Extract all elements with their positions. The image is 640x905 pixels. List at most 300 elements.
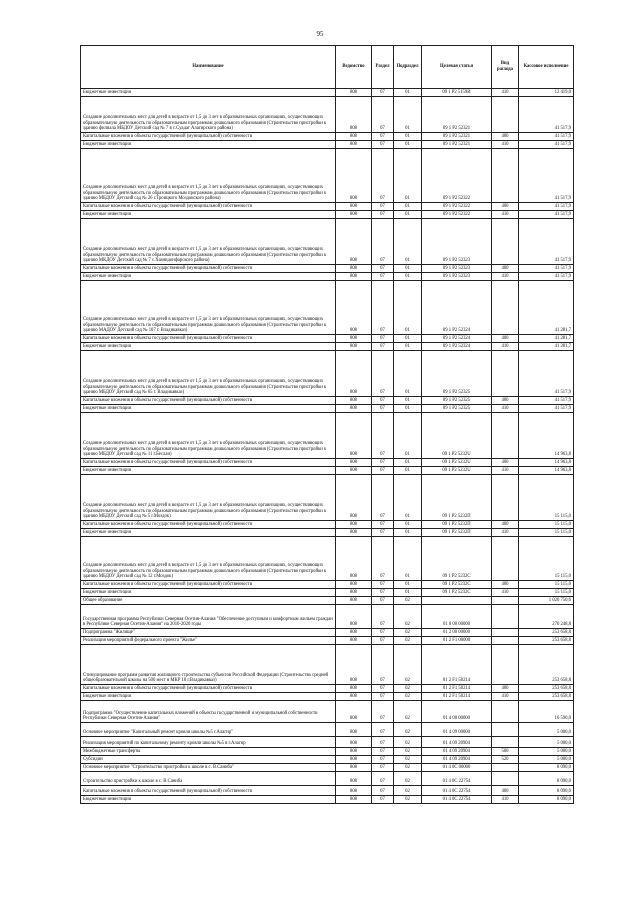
table-row [81, 133, 574, 141]
cell-name: Реализация мероприятий федерального проекта "Жилье" [81, 637, 336, 645]
cell-subsection: 01 [394, 89, 422, 97]
table-row [81, 397, 574, 405]
cell-section: 07 [372, 281, 394, 335]
cell-article: 09 1 P2 52325 [422, 351, 492, 397]
header-dept: Ведомство [336, 46, 372, 89]
cell-article: 09 1 P2 5232П [422, 475, 492, 521]
cell-article: 01 2 F1 50214 [422, 685, 492, 693]
cell-dept: 808 [336, 723, 372, 737]
cell-subsection: 01 [394, 141, 422, 149]
cell-article: 09 1 P2 52325 [422, 397, 492, 405]
cell-section: 07 [372, 589, 394, 597]
cell-exp-type: 400 [492, 203, 519, 211]
table-row [81, 748, 574, 756]
cell-subsection: 02 [394, 597, 422, 605]
cell-section: 07 [372, 343, 394, 351]
cell-section: 07 [372, 597, 394, 605]
cell-name: Капитальные вложения в объекты государственной (муниципальной) собственности [81, 685, 336, 693]
cell-exp-type: 400 [492, 133, 519, 141]
cell-exp-type [492, 597, 519, 605]
cell-section: 07 [372, 756, 394, 764]
cell-section: 07 [372, 475, 394, 521]
cell-exp-type: 500 [492, 748, 519, 756]
cell-name: Бюджетные инвестиции [81, 273, 336, 281]
cell-section: 07 [372, 637, 394, 645]
cell-subsection: 01 [394, 459, 422, 467]
cell-article: 09 1 P2 5232П [422, 529, 492, 537]
cell-article: 01 2 F1 00000 [422, 637, 492, 645]
table-row [81, 459, 574, 467]
cell-article: 09 1 P2 52324 [422, 343, 492, 351]
cell-article: 01 4 09 00000 [422, 723, 492, 737]
cell-section: 07 [372, 149, 394, 203]
cell-section: 07 [372, 219, 394, 265]
cell-dept: 808 [336, 459, 372, 467]
cell-subsection: 02 [394, 764, 422, 772]
cell-section: 07 [372, 89, 394, 97]
cell-exp-type: 400 [492, 521, 519, 529]
cell-article: 01 0 00 00000 [422, 605, 492, 629]
cell-article: 09 1 P2 52323 [422, 265, 492, 273]
table-row [81, 645, 574, 685]
cell-dept: 808 [336, 521, 372, 529]
cell-name: Капитальные вложения в объекты государственной (муниципальной) собственности [81, 397, 336, 405]
cell-subsection: 01 [394, 467, 422, 475]
cell-subsection: 01 [394, 351, 422, 397]
cell-article: 09 1 P2 5232С [422, 581, 492, 589]
table-row [81, 475, 574, 521]
cell-exp-type [492, 772, 519, 786]
cell-subsection: 02 [394, 737, 422, 748]
table-row [81, 141, 574, 149]
cell-article: 09 1 P2 52321 [422, 133, 492, 141]
cell-article: 09 1 P2 52322 [422, 149, 492, 203]
cell-amount: 41 517,9 [519, 211, 574, 219]
cell-name: Бюджетные инвестиции [81, 467, 336, 475]
cell-section: 07 [372, 351, 394, 397]
cell-section: 07 [372, 141, 394, 149]
cell-subsection: 02 [394, 701, 422, 723]
cell-name: Субсидии [81, 756, 336, 764]
cell-section: 07 [372, 273, 394, 281]
cell-dept: 808 [336, 211, 372, 219]
cell-dept: 808 [336, 149, 372, 203]
cell-exp-type [492, 629, 519, 637]
cell-dept: 808 [336, 397, 372, 405]
table-row [81, 467, 574, 475]
cell-subsection: 01 [394, 521, 422, 529]
header-section: Раздел [372, 46, 394, 89]
table-row [81, 537, 574, 581]
cell-section: 07 [372, 521, 394, 529]
cell-article: 09 1 P2 52321 [422, 97, 492, 133]
cell-section: 07 [372, 629, 394, 637]
cell-name: Бюджетные инвестиции [81, 796, 336, 804]
table-row [81, 281, 574, 335]
cell-article [422, 597, 492, 605]
cell-amount: 41 517,9 [519, 397, 574, 405]
cell-subsection: 01 [394, 413, 422, 459]
cell-subsection: 01 [394, 281, 422, 335]
cell-amount: 253 658,8 [519, 693, 574, 701]
cell-subsection: 01 [394, 97, 422, 133]
cell-name: Создание дополнительных мест для детей в возрасте от 1,5 до 3 лет в образовательных организациях, осуществляющих образовательную деятельность по образовательным программам дошкольного образования (Строительство пристройки к зданию МБДОУ Детский сад № 65 г. Владикавказ) [81, 351, 336, 397]
cell-name: Создание дополнительных мест для детей в возрасте от 1,5 до 3 лет в образовательных организациях, осуществляющих образовательную деятельность по образовательным программам дошкольного образования (Строительство пристройки к зданию МАДОУ Детский сад № 107 г. Владикавказ) [81, 281, 336, 335]
cell-name: Создание дополнительных мест для детей в возрасте от 1,5 до 3 лет в образовательных организациях, осуществляющих образовательную деятельность по образовательным программам дошкольного образования (Строительство пристройки к зданию МБДОУ Детский сад № 26 г.Троицкого Моздокского района) [81, 149, 336, 203]
cell-section: 07 [372, 685, 394, 693]
cell-amount: 8 090,0 [519, 772, 574, 786]
page-number: 95 [316, 30, 324, 38]
cell-amount: 41 517,9 [519, 265, 574, 273]
cell-exp-type: 410 [492, 796, 519, 804]
cell-dept: 808 [336, 413, 372, 459]
cell-amount: 253 658,8 [519, 645, 574, 685]
cell-dept: 808 [336, 737, 372, 748]
cell-name: Основное мероприятие "Строительство пристройки к школе в с. В.Саниба" [81, 764, 336, 772]
cell-exp-type: 400 [492, 786, 519, 796]
cell-exp-type [492, 97, 519, 133]
cell-name: Создание дополнительных мест для детей в возрасте от 1,5 до 3 лет в образовательных организациях, осуществляющих образовательную деятельность по образовательным программам дошкольного образования (Строительство пристройки к зданию филиала МБДОУ Детский сад № 7 в с.Суадаг Алагирского района) [81, 97, 336, 133]
cell-article: 01 2 F1 50214 [422, 645, 492, 685]
cell-dept: 808 [336, 645, 372, 685]
cell-subsection: 02 [394, 786, 422, 796]
cell-amount: 5 000,0 [519, 737, 574, 748]
cell-dept: 808 [336, 701, 372, 723]
cell-dept: 808 [336, 273, 372, 281]
cell-exp-type [492, 219, 519, 265]
table-row [81, 589, 574, 597]
cell-exp-type [492, 537, 519, 581]
table-row [81, 413, 574, 459]
cell-subsection: 01 [394, 397, 422, 405]
cell-article: 09 1 P2 52323 [422, 273, 492, 281]
cell-exp-type: 400 [492, 581, 519, 589]
cell-name: Бюджетные инвестиции [81, 529, 336, 537]
table-row [81, 97, 574, 133]
cell-dept: 808 [336, 133, 372, 141]
cell-subsection: 02 [394, 796, 422, 804]
table-row [81, 764, 574, 772]
cell-exp-type: 400 [492, 397, 519, 405]
cell-amount: 41 517,9 [519, 219, 574, 265]
cell-dept: 808 [336, 467, 372, 475]
cell-section: 07 [372, 645, 394, 685]
cell-name: Создание дополнительных мест для детей в возрасте от 1,5 до 3 лет в образовательных организациях, осуществляющих образовательную деятельность по образовательным программам дошкольного образования (Строительство пристройки к зданию МКДОУ Детский сад № 7 с.Хазнидонфарского района) [81, 219, 336, 265]
table-row [81, 723, 574, 737]
cell-article: 09 1 P2 5159И [422, 89, 492, 97]
cell-exp-type: 400 [492, 459, 519, 467]
cell-article: 01 4 00 00000 [422, 701, 492, 723]
cell-article: 01 2 F1 50214 [422, 693, 492, 701]
cell-exp-type: 410 [492, 89, 519, 97]
cell-section: 07 [372, 537, 394, 581]
cell-dept: 808 [336, 685, 372, 693]
cell-dept: 808 [336, 637, 372, 645]
cell-article: 01 4 0С 00000 [422, 764, 492, 772]
cell-exp-type: 400 [492, 685, 519, 693]
cell-exp-type [492, 281, 519, 335]
cell-dept: 808 [336, 475, 372, 521]
cell-name: Капитальные вложения в объекты государственной (муниципальной) собственности [81, 786, 336, 796]
table-row [81, 405, 574, 413]
cell-section: 07 [372, 467, 394, 475]
cell-article: 09 1 P2 52323 [422, 219, 492, 265]
cell-amount: 15 115,0 [519, 581, 574, 589]
cell-dept: 808 [336, 605, 372, 629]
cell-subsection: 02 [394, 723, 422, 737]
cell-dept: 808 [336, 529, 372, 537]
cell-subsection: 02 [394, 772, 422, 786]
cell-article: 09 1 P2 52324 [422, 335, 492, 343]
cell-exp-type [492, 764, 519, 772]
cell-subsection: 01 [394, 203, 422, 211]
cell-name: Капитальные вложения в объекты государственной (муниципальной) собственности [81, 133, 336, 141]
cell-subsection: 01 [394, 219, 422, 265]
cell-name: Создание дополнительных мест для детей в возрасте от 1,5 до 3 лет в образовательных организациях, осуществляющих образовательную деятельность по образовательным программам дошкольного образования (Строительство пристройки к зданию МБДОУ Детский сад № 11 г.Беслан) [81, 413, 336, 459]
cell-exp-type: 400 [492, 335, 519, 343]
table-row [81, 149, 574, 203]
cell-amount: 41 281,7 [519, 335, 574, 343]
cell-amount: 41 517,9 [519, 405, 574, 413]
cell-amount: 15 115,0 [519, 529, 574, 537]
cell-dept: 808 [336, 772, 372, 786]
cell-dept: 808 [336, 764, 372, 772]
header-name: Наименование [81, 46, 336, 89]
header-article: Целевая статья [422, 46, 492, 89]
cell-article: 09 1 P2 5232U [422, 413, 492, 459]
cell-name: Создание дополнительных мест для детей в возрасте от 1,5 до 3 лет в образовательных организациях, осуществляющих образовательную деятельность по образовательным программам дошкольного образования (Строительство пристройки к зданию МБДОУ Детский сад № 5 г.Моздок) [81, 475, 336, 521]
cell-name: Капитальные вложения в объекты государственной (муниципальной) собственности [81, 265, 336, 273]
cell-amount: 8 090,0 [519, 796, 574, 804]
cell-article: 09 1 P2 52322 [422, 211, 492, 219]
cell-amount: 41 517,9 [519, 351, 574, 397]
cell-amount: 12 419,0 [519, 89, 574, 97]
table-row [81, 521, 574, 529]
cell-subsection: 01 [394, 589, 422, 597]
cell-section: 07 [372, 413, 394, 459]
cell-article: 01 4 09 20904 [422, 748, 492, 756]
cell-dept: 808 [336, 405, 372, 413]
cell-section: 07 [372, 265, 394, 273]
cell-exp-type: 410 [492, 343, 519, 351]
cell-section: 07 [372, 786, 394, 796]
cell-amount: 8 090,0 [519, 764, 574, 772]
cell-subsection: 02 [394, 645, 422, 685]
cell-dept: 808 [336, 281, 372, 335]
cell-article: 01 4 0С 22754 [422, 772, 492, 786]
cell-section: 07 [372, 335, 394, 343]
header-amount: Кассовое исполнение [519, 46, 574, 89]
cell-dept: 808 [336, 265, 372, 273]
table-header-row [81, 46, 574, 89]
cell-dept: 808 [336, 343, 372, 351]
cell-exp-type [492, 351, 519, 397]
cell-dept: 808 [336, 537, 372, 581]
cell-section: 07 [372, 605, 394, 629]
cell-subsection: 02 [394, 756, 422, 764]
cell-article: 09 1 P2 5232П [422, 521, 492, 529]
cell-name: Капитальные вложения в объекты государственной (муниципальной) собственности [81, 581, 336, 589]
table-row [81, 629, 574, 637]
table-row [81, 737, 574, 748]
cell-name: Бюджетные инвестиции [81, 343, 336, 351]
cell-exp-type [492, 605, 519, 629]
table-row [81, 343, 574, 351]
cell-amount: 16 590,0 [519, 701, 574, 723]
cell-exp-type [492, 475, 519, 521]
cell-name: Межбюджетные трансферты [81, 748, 336, 756]
cell-exp-type [492, 149, 519, 203]
table-row [81, 581, 574, 589]
table-row [81, 89, 574, 97]
cell-name: Капитальные вложения в объекты государственной (муниципальной) собственности [81, 459, 336, 467]
cell-article: 09 1 P2 52322 [422, 203, 492, 211]
cell-subsection: 01 [394, 343, 422, 351]
cell-amount: 41 517,9 [519, 97, 574, 133]
cell-name: Бюджетные инвестиции [81, 89, 336, 97]
cell-section: 07 [372, 203, 394, 211]
cell-section: 07 [372, 764, 394, 772]
cell-amount: 41 517,9 [519, 149, 574, 203]
table-row [81, 786, 574, 796]
cell-section: 07 [372, 693, 394, 701]
cell-amount: 1 020 750,6 [519, 597, 574, 605]
cell-exp-type [492, 413, 519, 459]
cell-amount: 41 281,7 [519, 343, 574, 351]
cell-name: Государственная программа Республики Северная Осетия-Алания "Обеспечение доступным и комфортным жильем граждан в Республике Северная Осетия-Алания" на 2016-2020 годы [81, 605, 336, 629]
cell-article: 09 1 P2 5232U [422, 467, 492, 475]
table-row [81, 796, 574, 804]
cell-amount: 5 000,0 [519, 723, 574, 737]
cell-subsection: 01 [394, 537, 422, 581]
cell-dept: 808 [336, 786, 372, 796]
cell-article: 01 2 00 00000 [422, 629, 492, 637]
cell-amount: 41 281,7 [519, 281, 574, 335]
cell-amount: 8 090,0 [519, 786, 574, 796]
cell-name: Капитальные вложения в объекты государственной (муниципальной) собственности [81, 521, 336, 529]
cell-amount: 15 115,0 [519, 475, 574, 521]
cell-article: 09 1 P2 5232С [422, 589, 492, 597]
table-row [81, 701, 574, 723]
table-row [81, 605, 574, 629]
cell-amount: 253 658,8 [519, 629, 574, 637]
cell-amount: 41 517,9 [519, 141, 574, 149]
cell-exp-type: 410 [492, 589, 519, 597]
cell-exp-type [492, 637, 519, 645]
cell-section: 07 [372, 737, 394, 748]
cell-article: 09 1 P2 52325 [422, 405, 492, 413]
cell-dept: 808 [336, 89, 372, 97]
cell-amount: 15 115,0 [519, 521, 574, 529]
cell-article: 09 1 P2 52324 [422, 281, 492, 335]
cell-subsection: 01 [394, 475, 422, 521]
cell-amount: 14 963,8 [519, 459, 574, 467]
cell-exp-type [492, 701, 519, 723]
table-row [81, 637, 574, 645]
cell-subsection: 01 [394, 529, 422, 537]
cell-article: 01 4 09 20904 [422, 737, 492, 748]
cell-name: Создание дополнительных мест для детей в возрасте от 1,5 до 3 лет в образовательных организациях, осуществляющих образовательную деятельность по образовательным программам дошкольного образования (Строительство пристройки к зданию МБДОУ Детский сад № 12 г.Моздок) [81, 537, 336, 581]
cell-dept: 808 [336, 581, 372, 589]
cell-name: Реализация мероприятий по капитальному ремонту кровли школы №5 в г.Алагир [81, 737, 336, 748]
cell-dept: 808 [336, 589, 372, 597]
cell-dept: 808 [336, 335, 372, 343]
cell-name: Капитальные вложения в объекты государственной (муниципальной) собственности [81, 203, 336, 211]
table-row [81, 335, 574, 343]
cell-article: 09 1 P2 5232С [422, 537, 492, 581]
cell-name: Бюджетные инвестиции [81, 211, 336, 219]
header-subsection: Подраздел [394, 46, 422, 89]
cell-amount: 270 248,8 [519, 605, 574, 629]
cell-amount: 14 963,8 [519, 413, 574, 459]
cell-amount: 253 658,8 [519, 637, 574, 645]
cell-subsection: 02 [394, 605, 422, 629]
table-row [81, 219, 574, 265]
cell-article: 01 4 0С 22754 [422, 796, 492, 804]
cell-amount: 5 000,0 [519, 748, 574, 756]
cell-section: 07 [372, 405, 394, 413]
cell-name: Бюджетные инвестиции [81, 405, 336, 413]
cell-exp-type: 400 [492, 265, 519, 273]
cell-section: 07 [372, 97, 394, 133]
table-row [81, 693, 574, 701]
cell-amount: 41 517,9 [519, 203, 574, 211]
cell-section: 07 [372, 459, 394, 467]
cell-exp-type [492, 645, 519, 685]
cell-name: Подпрограмма "Осуществление капитальных вложений в объекты государственной и муниципальной собственности Республики Северная Осетия-Алания" [81, 701, 336, 723]
cell-exp-type [492, 737, 519, 748]
cell-name: Подпрограмма "Жилище" [81, 629, 336, 637]
cell-subsection: 01 [394, 133, 422, 141]
cell-name: Стимулирование программ развития жилищного строительства субъектов Российской Федерации (Строительство средней общеобразовательной школы на 500 мест в МКР 18 г.Владикавказ) [81, 645, 336, 685]
cell-subsection: 01 [394, 405, 422, 413]
cell-dept: 808 [336, 597, 372, 605]
cell-subsection: 02 [394, 685, 422, 693]
cell-section: 07 [372, 748, 394, 756]
cell-amount: 15 115,0 [519, 589, 574, 597]
cell-exp-type: 520 [492, 756, 519, 764]
cell-dept: 808 [336, 756, 372, 764]
cell-dept: 808 [336, 693, 372, 701]
cell-name: Основное мероприятие "Капитальный ремонт кровли школы №5 г.Алагир" [81, 723, 336, 737]
cell-article: 01 4 09 20904 [422, 756, 492, 764]
cell-amount: 41 517,9 [519, 133, 574, 141]
table-row [81, 756, 574, 764]
cell-exp-type: 410 [492, 529, 519, 537]
table-row [81, 203, 574, 211]
cell-section: 07 [372, 211, 394, 219]
cell-section: 07 [372, 723, 394, 737]
cell-exp-type: 410 [492, 405, 519, 413]
cell-name: Строительство пристройки к школе в с. В.Саниба [81, 772, 336, 786]
cell-section: 07 [372, 796, 394, 804]
cell-amount: 15 115,0 [519, 537, 574, 581]
cell-name: Капитальные вложения в объекты государственной (муниципальной) собственности [81, 335, 336, 343]
cell-subsection: 01 [394, 273, 422, 281]
cell-dept: 808 [336, 203, 372, 211]
table-row [81, 772, 574, 786]
cell-subsection: 01 [394, 149, 422, 203]
header-exp-type: Вид расхода [492, 46, 519, 89]
cell-subsection: 01 [394, 335, 422, 343]
cell-dept: 808 [336, 219, 372, 265]
cell-name: Общее образование [81, 597, 336, 605]
table-row [81, 597, 574, 605]
cell-subsection: 01 [394, 211, 422, 219]
cell-exp-type [492, 723, 519, 737]
cell-name: Бюджетные инвестиции [81, 589, 336, 597]
cell-dept: 808 [336, 748, 372, 756]
